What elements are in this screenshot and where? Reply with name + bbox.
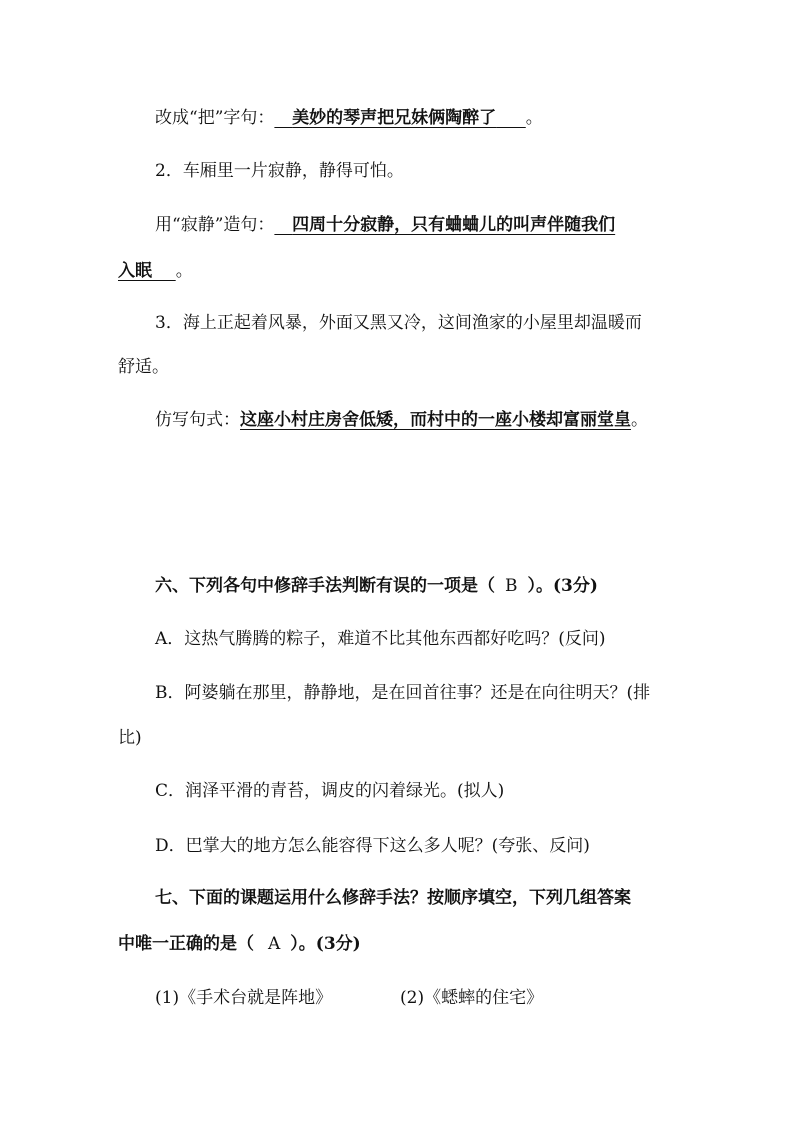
q3-answer: 这座小村庄房舍低矮，而村中的一座小楼却富丽堂皇 bbox=[240, 410, 631, 430]
q2-make-sentence-line bbox=[155, 213, 615, 237]
section6-option-c: C．润泽平滑的青苔，调皮的闪着绿光。(拟人) bbox=[155, 781, 505, 801]
section6-option-a: A．这热气腾腾的粽子，难道不比其他东西都好吃吗？(反问) bbox=[155, 629, 606, 649]
q2-answer-line1: 四周十分寂静，只有蛐蛐儿的叫声伴随我们 bbox=[292, 215, 616, 235]
q2-suffix: 。 bbox=[175, 261, 193, 281]
q2-sentence: 2．车厢里一片寂静，静得可怕。 bbox=[155, 161, 404, 181]
section7-item2: (2)《蟋蟀的住宅》 bbox=[400, 988, 544, 1008]
section6-title-pre: 六、下列各句中修辞手法判断有误的一项是（ bbox=[155, 576, 495, 596]
section7-item1: (1)《手术台就是阵地》 bbox=[155, 988, 333, 1008]
section7-title-line2 bbox=[118, 932, 361, 956]
section7-title-line1: 七、下面的课题运用什么修辞手法？按顺序填空，下列几组答案 bbox=[155, 888, 631, 908]
q3-imitate-line bbox=[155, 408, 648, 432]
section6-option-d: D．巴掌大的地方怎么能容得下这么多人呢？(夸张、反问) bbox=[155, 836, 590, 856]
q3-sentence-line2: 舒适。 bbox=[118, 357, 169, 377]
q1-suffix: 。 bbox=[525, 108, 543, 128]
section6-answer: B bbox=[505, 576, 518, 596]
section6-option-b-line2: 比) bbox=[118, 728, 142, 748]
q3-suffix: 。 bbox=[631, 410, 648, 430]
section6-option-b-line1: B．阿婆躺在那里，静静地，是在回首往事？还是在向往明天？(排 bbox=[155, 683, 651, 703]
section6-title-post: ）。(3分) bbox=[527, 576, 598, 596]
section7-title-pre: 中唯一正确的是（ bbox=[118, 934, 254, 954]
section6-title bbox=[155, 574, 598, 598]
q3-sentence-line1: 3．海上正起着风暴，外面又黑又冷，这间渔家的小屋里却温暖而 bbox=[155, 313, 642, 333]
section7-title-post: ）。(3分) bbox=[290, 934, 361, 954]
q2-prefix: 用“寂静”造句： bbox=[155, 215, 275, 235]
q1-prefix: 改成“把”字句： bbox=[155, 108, 275, 128]
q2-answer-continuation bbox=[118, 259, 193, 283]
section7-answer: A bbox=[268, 934, 281, 954]
q2-answer-line2: 入眠 bbox=[118, 261, 152, 281]
q1-answer: 美妙的琴声把兄妹俩陶醉了 bbox=[292, 108, 497, 128]
q3-prefix: 仿写句式： bbox=[155, 410, 240, 430]
q1-rewrite-line bbox=[155, 106, 543, 130]
